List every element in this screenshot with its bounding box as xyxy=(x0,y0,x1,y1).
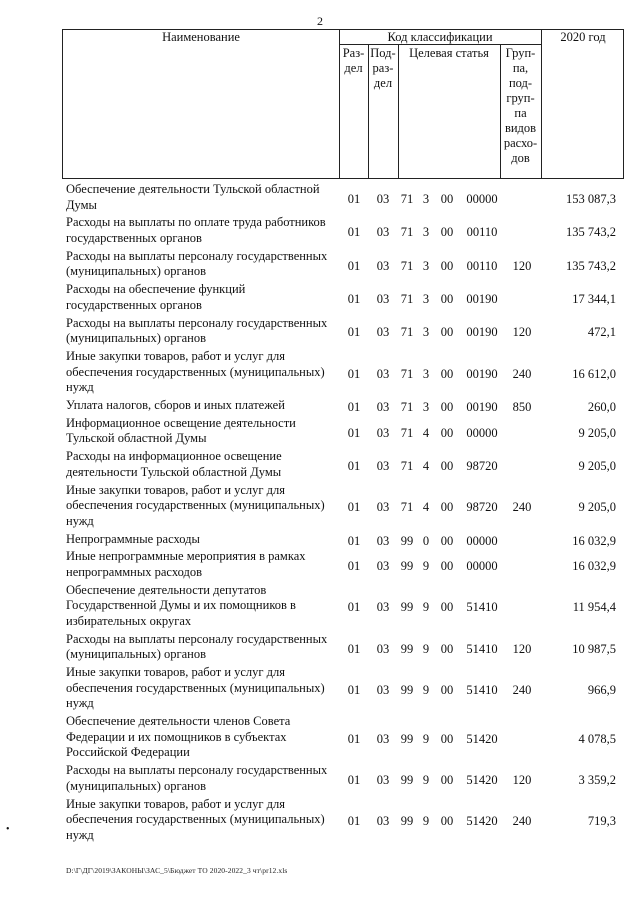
row-code-rz: 01 xyxy=(347,191,361,206)
row-code-rz: 01 xyxy=(347,291,361,306)
row-code-c3: 00 xyxy=(440,500,454,515)
row-code-c4: 00000 xyxy=(466,533,498,548)
row-code-pr: 03 xyxy=(376,400,390,414)
row-code-c1: 71 xyxy=(400,458,414,473)
row-code-c2: 4 xyxy=(422,425,430,440)
table-row xyxy=(0,549,640,580)
row-code-c3: 00 xyxy=(440,533,454,548)
row-amount: 719,3 xyxy=(587,814,616,829)
table-row xyxy=(0,249,640,280)
row-amount: 3 359,2 xyxy=(578,772,616,787)
row-amount: 16 032,9 xyxy=(572,559,616,574)
row-code-c1: 71 xyxy=(400,425,414,440)
table-row xyxy=(0,532,640,548)
row-code-c1: 71 xyxy=(400,258,414,273)
margin-mark: • xyxy=(6,824,10,835)
col-divider xyxy=(541,30,542,178)
row-code-c3: 00 xyxy=(440,225,454,240)
row-code-vr: 120 xyxy=(512,641,532,656)
table-row xyxy=(0,797,640,844)
row-code-c1: 71 xyxy=(400,325,414,340)
row-code-vr: 120 xyxy=(512,258,532,273)
table-row xyxy=(0,449,640,480)
row-code-c4: 00110 xyxy=(466,258,498,273)
row-code-vr: 240 xyxy=(512,500,532,515)
row-code-rz: 01 xyxy=(347,400,361,414)
row-code-pr: 03 xyxy=(376,814,390,829)
row-code-pr: 03 xyxy=(376,641,390,656)
row-code-c4: 51410 xyxy=(466,641,498,656)
row-amount: 260,0 xyxy=(587,400,616,414)
row-code-pr: 03 xyxy=(376,291,390,306)
row-code-c3: 00 xyxy=(440,258,454,273)
row-code-rz: 01 xyxy=(347,366,361,381)
row-amount: 135 743,2 xyxy=(566,258,616,273)
header-name: Наименование xyxy=(162,30,240,44)
row-code-c3: 00 xyxy=(440,191,454,206)
row-code-c2: 9 xyxy=(422,600,430,615)
row-name: Расходы на выплаты по оплате труда работников государственных органов xyxy=(66,215,326,245)
table-row xyxy=(0,483,640,530)
header-section: Раз- дел xyxy=(342,46,365,75)
row-code-rz: 01 xyxy=(347,325,361,340)
row-code-c2: 4 xyxy=(422,458,430,473)
table-row xyxy=(0,665,640,712)
row-amount: 966,9 xyxy=(587,682,616,697)
row-code-pr: 03 xyxy=(376,225,390,240)
row-code-pr: 03 xyxy=(376,682,390,697)
header-code-group: Код классификации xyxy=(387,30,493,44)
row-code-c1: 71 xyxy=(400,291,414,306)
row-name: Расходы на информационное освещение деятельности Тульской областной Думы xyxy=(66,449,282,479)
row-code-rz: 01 xyxy=(347,772,361,787)
row-code-c4: 00190 xyxy=(466,366,498,381)
row-code-c2: 9 xyxy=(422,814,430,829)
row-code-pr: 03 xyxy=(376,500,390,515)
row-code-pr: 03 xyxy=(376,191,390,206)
row-code-c1: 99 xyxy=(400,682,414,697)
row-code-pr: 03 xyxy=(376,600,390,615)
row-amount: 472,1 xyxy=(587,325,616,340)
row-code-c1: 99 xyxy=(400,731,414,746)
row-code-pr: 03 xyxy=(376,772,390,787)
row-code-vr: 120 xyxy=(512,325,532,340)
row-amount: 135 743,2 xyxy=(566,225,616,240)
row-code-rz: 01 xyxy=(347,425,361,440)
row-name: Иные закупки товаров, работ и услуг для обеспечения государственных (муниципальных) нужд xyxy=(66,796,325,842)
row-code-c3: 00 xyxy=(440,425,454,440)
row-code-c1: 71 xyxy=(400,366,414,381)
row-code-vr: 240 xyxy=(512,366,532,381)
row-code-c2: 3 xyxy=(422,291,430,306)
row-code-pr: 03 xyxy=(376,258,390,273)
table-row xyxy=(0,182,640,213)
row-code-c2: 9 xyxy=(422,559,430,574)
row-amount: 17 344,1 xyxy=(572,291,616,306)
row-code-c4: 98720 xyxy=(466,458,498,473)
row-code-c3: 00 xyxy=(440,559,454,574)
row-code-c2: 3 xyxy=(422,325,430,340)
row-name: Расходы на выплаты персоналу государственных (муниципальных) органов xyxy=(66,763,328,793)
row-code-rz: 01 xyxy=(347,225,361,240)
row-code-c3: 00 xyxy=(440,291,454,306)
row-code-c2: 9 xyxy=(422,731,430,746)
header-target: Целевая статья xyxy=(409,46,489,60)
row-amount: 153 087,3 xyxy=(566,191,616,206)
row-code-c3: 00 xyxy=(440,731,454,746)
row-code-c2: 3 xyxy=(422,400,430,414)
row-code-rz: 01 xyxy=(347,258,361,273)
row-code-c2: 3 xyxy=(422,225,430,240)
row-code-c1: 99 xyxy=(400,772,414,787)
row-code-c3: 00 xyxy=(440,682,454,697)
row-code-c1: 99 xyxy=(400,600,414,615)
row-code-pr: 03 xyxy=(376,325,390,340)
row-code-c2: 9 xyxy=(422,772,430,787)
row-code-c4: 00000 xyxy=(466,559,498,574)
row-amount: 9 205,0 xyxy=(578,425,616,440)
row-name: Иные закупки товаров, работ и услуг для обеспечения государственных (муниципальных) нужд xyxy=(66,349,325,395)
row-code-c4: 00000 xyxy=(466,425,498,440)
header-group: Груп- па, под- груп- па видов расхо- дов xyxy=(503,46,538,165)
row-name: Иные закупки товаров, работ и услуг для обеспечения государственных (муниципальных) нужд xyxy=(66,665,325,711)
row-code-c3: 00 xyxy=(440,772,454,787)
row-name: Расходы на обеспечение функций государственных органов xyxy=(66,282,246,312)
table-row xyxy=(0,416,640,447)
row-code-c4: 51420 xyxy=(466,814,498,829)
row-name: Расходы на выплаты персоналу государственных (муниципальных) органов xyxy=(66,631,328,662)
row-code-rz: 01 xyxy=(347,731,361,746)
row-code-c1: 71 xyxy=(400,400,414,414)
row-code-pr: 03 xyxy=(376,533,390,548)
row-code-rz: 01 xyxy=(347,682,361,697)
row-name: Расходы на выплаты персоналу государственных (муниципальных) органов xyxy=(66,248,328,279)
row-amount: 10 987,5 xyxy=(572,641,616,656)
row-code-c1: 99 xyxy=(400,559,414,574)
row-amount: 16 032,9 xyxy=(572,533,616,548)
row-code-vr: 850 xyxy=(512,400,532,414)
row-code-c3: 00 xyxy=(440,814,454,829)
table-row xyxy=(0,763,640,794)
row-amount: 9 205,0 xyxy=(578,458,616,473)
row-code-rz: 01 xyxy=(347,814,361,829)
row-code-c4: 00000 xyxy=(466,191,498,206)
row-amount: 16 612,0 xyxy=(572,366,616,381)
row-code-rz: 01 xyxy=(347,458,361,473)
row-name: Обеспечение деятельности депутатов Государственной Думы и их помощников в избирательных округах xyxy=(66,582,296,628)
row-name: Иные непрограммные мероприятия в рамках непрограммных расходов xyxy=(66,549,306,579)
table-row xyxy=(0,632,640,663)
col-divider xyxy=(398,44,399,178)
row-code-c4: 00190 xyxy=(466,400,498,414)
row-code-c4: 51420 xyxy=(466,772,498,787)
header-year: 2020 год xyxy=(560,30,606,44)
row-name: Обеспечение деятельности Тульской областной Думы xyxy=(66,182,320,212)
row-code-c3: 00 xyxy=(440,458,454,473)
row-code-c1: 99 xyxy=(400,533,414,548)
table-row xyxy=(0,398,640,414)
table-row xyxy=(0,349,640,396)
row-code-c4: 00110 xyxy=(466,225,498,240)
row-name: Иные закупки товаров, работ и услуг для обеспечения государственных (муниципальных) нужд xyxy=(66,482,325,528)
row-amount: 11 954,4 xyxy=(572,600,616,615)
table-row xyxy=(0,215,640,246)
row-code-c1: 99 xyxy=(400,814,414,829)
row-code-c2: 3 xyxy=(422,258,430,273)
row-code-c1: 71 xyxy=(400,191,414,206)
row-code-rz: 01 xyxy=(347,500,361,515)
row-code-pr: 03 xyxy=(376,366,390,381)
table-row xyxy=(0,714,640,761)
row-name: Расходы на выплаты персоналу государственных (муниципальных) органов xyxy=(66,315,328,346)
row-code-rz: 01 xyxy=(347,641,361,656)
row-code-pr: 03 xyxy=(376,559,390,574)
row-code-rz: 01 xyxy=(347,559,361,574)
row-code-c4: 51420 xyxy=(466,731,498,746)
row-code-c3: 00 xyxy=(440,325,454,340)
row-code-c2: 0 xyxy=(422,533,430,548)
table-row xyxy=(0,583,640,630)
row-code-c2: 4 xyxy=(422,500,430,515)
row-code-c3: 00 xyxy=(440,366,454,381)
row-name: Информационное освещение деятельности Тульской областной Думы xyxy=(66,415,296,446)
row-code-c2: 9 xyxy=(422,682,430,697)
row-code-c4: 00190 xyxy=(466,291,498,306)
footer-file-path: D:\Г\ДГ\2019\ЗАКОНЫ\ЗАС_5\Бюджет ТО 2020-2022_3 чт\pr12.xls xyxy=(66,866,288,875)
row-code-c4: 51410 xyxy=(466,682,498,697)
row-amount: 9 205,0 xyxy=(578,500,616,515)
table-row xyxy=(0,282,640,313)
row-code-c4: 00190 xyxy=(466,325,498,340)
row-code-pr: 03 xyxy=(376,458,390,473)
row-code-c4: 98720 xyxy=(466,500,498,515)
row-code-c1: 71 xyxy=(400,500,414,515)
row-amount: 4 078,5 xyxy=(578,731,616,746)
row-code-c1: 71 xyxy=(400,225,414,240)
row-code-c2: 3 xyxy=(422,191,430,206)
row-name: Уплата налогов, сборов и иных платежей xyxy=(66,398,285,412)
table-row xyxy=(0,316,640,347)
row-code-rz: 01 xyxy=(347,533,361,548)
row-code-pr: 03 xyxy=(376,731,390,746)
row-code-vr: 240 xyxy=(512,682,532,697)
row-code-c3: 00 xyxy=(440,641,454,656)
row-code-c3: 00 xyxy=(440,400,454,414)
header-subsection: Под- раз- дел xyxy=(370,46,396,90)
row-code-c2: 9 xyxy=(422,641,430,656)
row-code-c1: 99 xyxy=(400,641,414,656)
row-code-vr: 240 xyxy=(512,814,532,829)
row-code-vr: 120 xyxy=(512,772,532,787)
row-name: Обеспечение деятельности членов Совета Федерации и их помощников в субъектах Российской Федерации xyxy=(66,714,291,760)
table-header xyxy=(62,29,624,179)
row-code-pr: 03 xyxy=(376,425,390,440)
row-code-rz: 01 xyxy=(347,600,361,615)
row-code-c3: 00 xyxy=(440,600,454,615)
row-code-c2: 3 xyxy=(422,366,430,381)
row-code-c4: 51410 xyxy=(466,600,498,615)
page-number: 2 xyxy=(317,14,323,28)
row-name: Непрограммные расходы xyxy=(66,531,200,546)
